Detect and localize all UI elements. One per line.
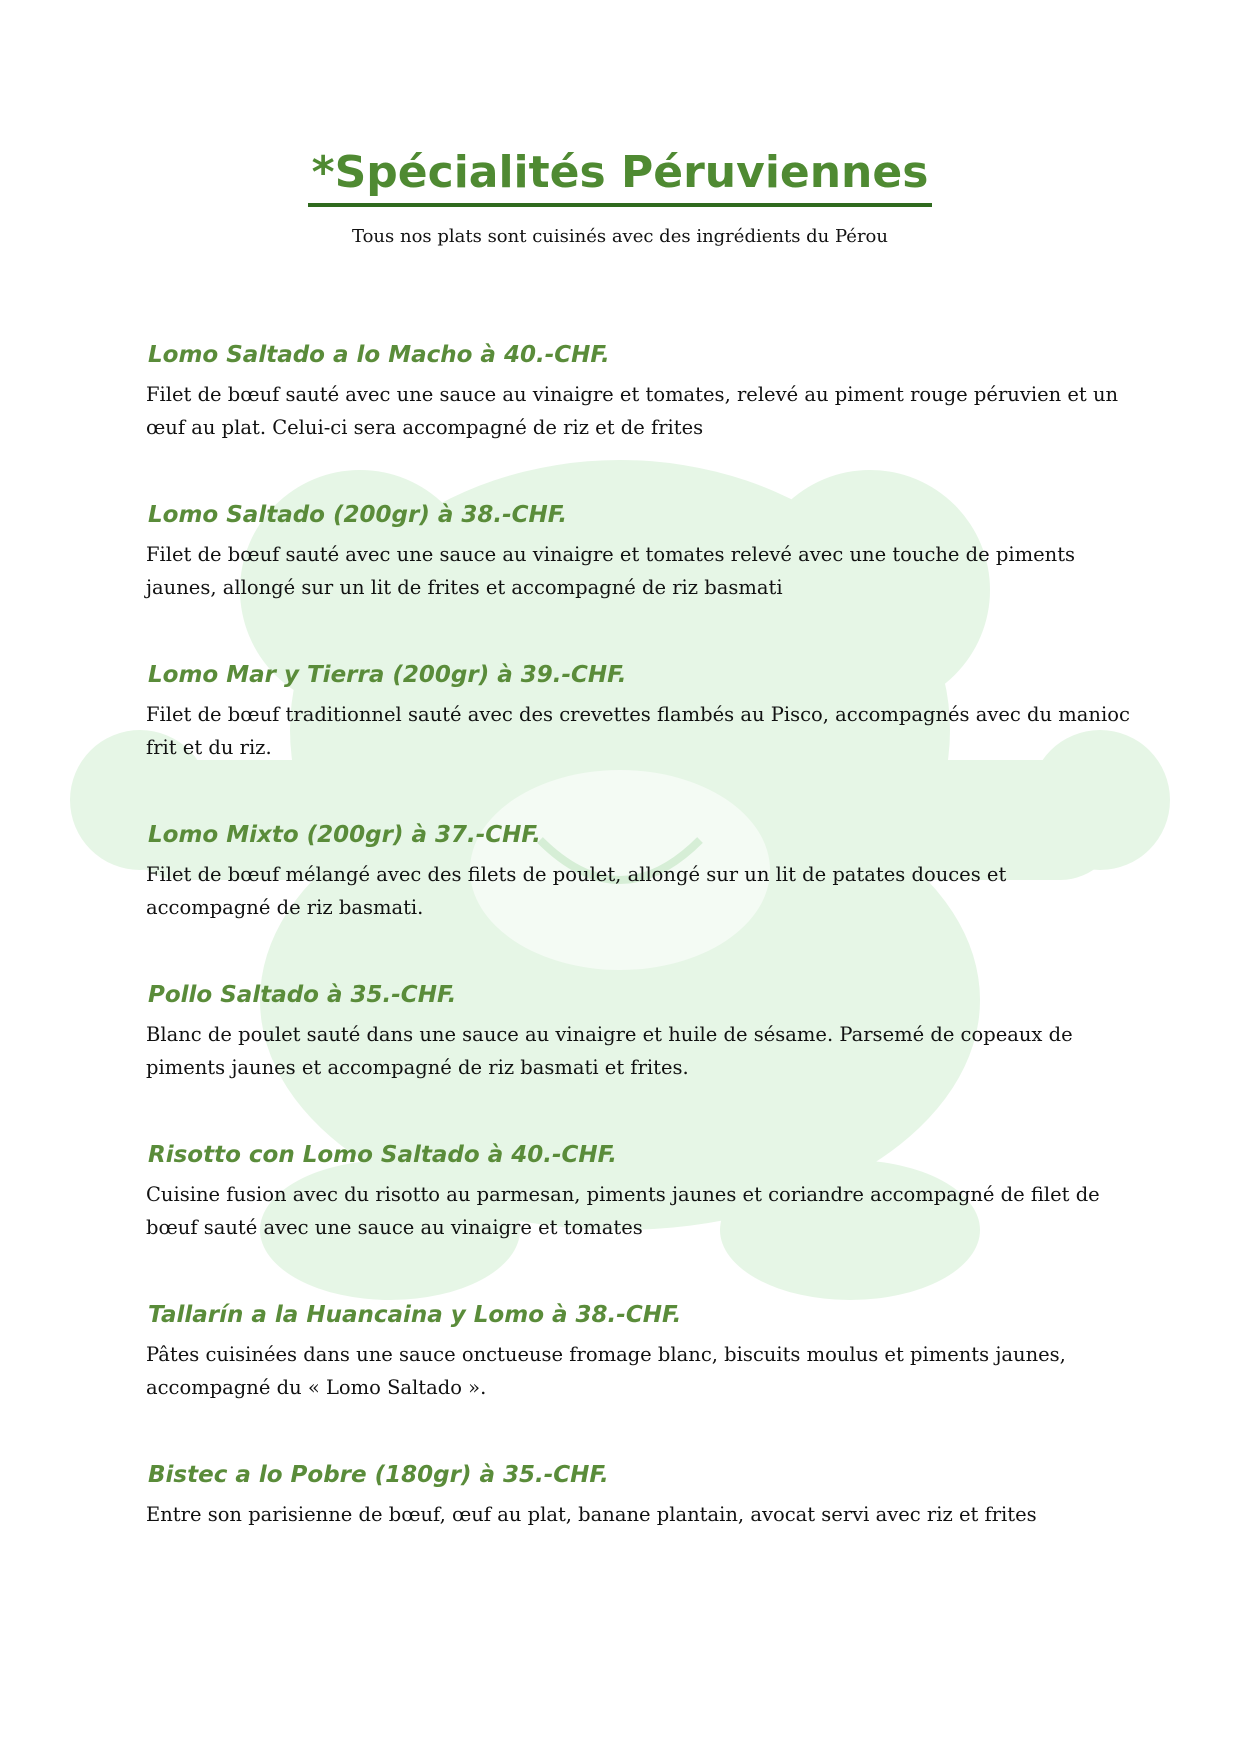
dish-list (146, 338, 1136, 1618)
dish-title: Lomo Saltado (200gr) à 38.-CHF. (148, 502, 568, 528)
dish-description: Filet de bœuf traditionnel sauté avec des crevettes flambés au Pisco, accompagnés avec du manioc frit et du riz. (146, 703, 1130, 759)
dish-item (146, 658, 1136, 818)
dish-description: Filet de bœuf mélangé avec des filets de poulet, allongé sur un lit de patates douces et accompagné de riz basmati. (146, 863, 1007, 919)
dish-title: Lomo Mar y Tierra (200gr) à 39.-CHF. (148, 662, 627, 688)
dish-item (146, 498, 1136, 658)
dish-title: Pollo Saltado à 35.-CHF. (148, 982, 457, 1008)
dish-description: Blanc de poulet sauté dans une sauce au vinaigre et huile de sésame. Parsemé de copeaux de piments jaunes et accompagné de riz basmati et frites. (146, 1023, 1073, 1079)
dish-description: Filet de bœuf sauté avec une sauce au vinaigre et tomates, relevé au piment rouge péruvien et un œuf au plat. Celui-ci sera accompagné de riz et de frites (146, 383, 1119, 439)
dish-description: Entre son parisienne de bœuf, œuf au plat, banane plantain, avocat servi avec riz et frites (146, 1503, 1037, 1526)
dish-title: Bistec a lo Pobre (180gr) à 35.-CHF. (148, 1462, 609, 1488)
dish-description: Filet de bœuf sauté avec une sauce au vinaigre et tomates relevé avec une touche de piments jaunes, allongé sur un lit de frites et accompagné de riz basmati (146, 543, 1076, 599)
dish-item (146, 1458, 1136, 1618)
dish-item (146, 1298, 1136, 1458)
dish-description: Cuisine fusion avec du risotto au parmesan, piments jaunes et coriandre accompagné de filet de bœuf sauté avec une sauce au vinaigre et tomates (146, 1183, 1100, 1239)
dish-item (146, 1138, 1136, 1298)
dish-title: Lomo Mixto (200gr) à 37.-CHF. (148, 822, 541, 848)
dish-description: Pâtes cuisinées dans une sauce onctueuse fromage blanc, biscuits moulus et piments jaunes, accompagné du « Lomo Saltado ». (146, 1343, 1066, 1399)
dish-item (146, 338, 1136, 498)
dish-title: Risotto con Lomo Saltado à 40.-CHF. (148, 1142, 618, 1168)
page-title-wrap (0, 148, 1240, 207)
page-subtitle: Tous nos plats sont cuisinés avec des ingrédients du Pérou (351, 226, 888, 247)
dish-title: Tallarín a la Huancaina y Lomo à 38.-CHF. (148, 1302, 682, 1328)
dish-item (146, 978, 1136, 1138)
dish-title: Lomo Saltado a lo Macho à 40.-CHF. (148, 342, 610, 368)
dish-item (146, 818, 1136, 978)
page-title: *Spécialités Péruviennes (308, 148, 933, 207)
